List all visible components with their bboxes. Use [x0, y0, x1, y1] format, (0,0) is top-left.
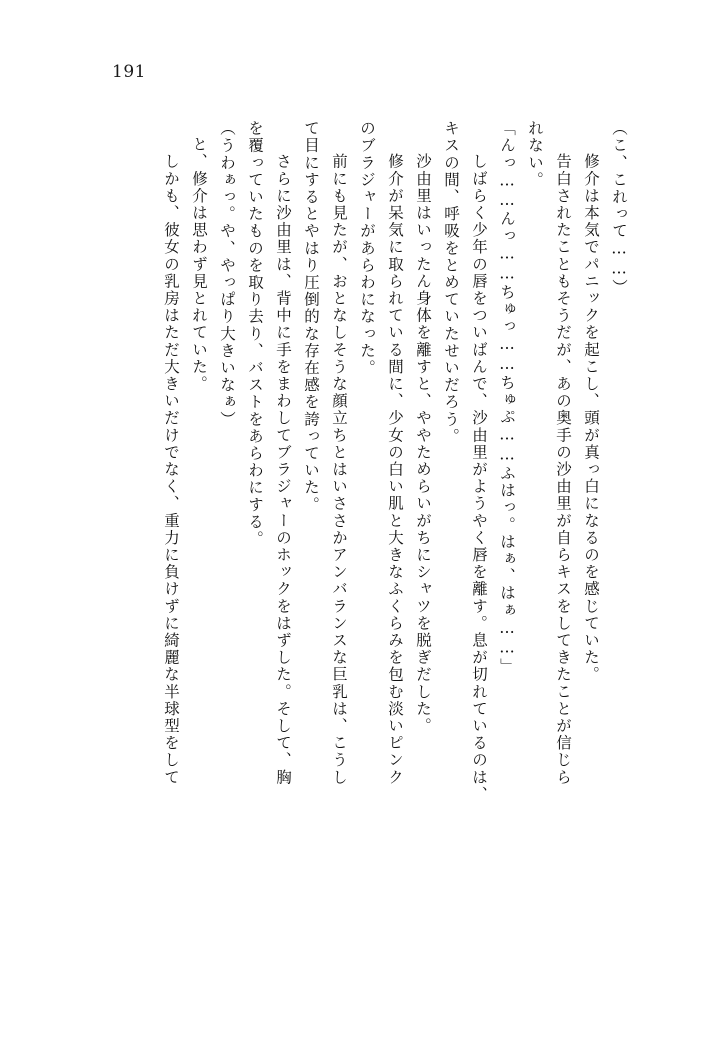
text-column: 前にも見たが、おとなしそうな顔立ちとはいささかアンバランスな巨乳は、こうし — [330, 136, 348, 786]
text-column: て目にするとやはり圧倒的な存在感を誇っていた。 — [302, 120, 320, 514]
text-column: 沙由里はいったん身体を離すと、ややためらいがちにシャツを脱ぎだした。 — [414, 136, 432, 735]
text-column: （うわぁっ。や、やっぱり大きいなぁ） — [218, 120, 236, 428]
page-number: 191 — [112, 62, 146, 82]
text-column: れない。 — [526, 120, 544, 189]
text-column: さらに沙由里は、背中に手をまわしてブラジャーのホックをはずした。そして、胸 — [274, 136, 292, 786]
vertical-text-block — [96, 120, 626, 950]
text-column: のブラジャーがあらわになった。 — [358, 120, 376, 377]
text-column: しかも、彼女の乳房はただ大きいだけでなく、重力に負けずに綺麗な半球型をして — [162, 136, 180, 786]
text-column: を覆っていたものを取り去り、バストをあらわにする。 — [246, 120, 264, 548]
text-column: 修介は本気でパニックを起こし、頭が真っ白になるのを感じていた。 — [582, 136, 600, 684]
text-column: キスの間、呼吸をとめていたせいだろう。 — [442, 120, 460, 445]
text-column: 修介が呆気に取られている間に、少女の白い肌と大きなふくらみを包む淡いピンク — [386, 136, 404, 786]
text-column: と、修介は思わず見とれていた。 — [190, 136, 208, 393]
text-column: （こ、これって……） — [610, 120, 628, 296]
text-column: しばらく少年の唇をついばんで、沙由里がようやく唇を離す。息が切れているのは、 — [470, 136, 488, 803]
text-column: 告白されたこともそうだが、あの奥手の沙由里が自らキスをしてきたことが信じら — [554, 136, 572, 786]
text-column: 「んっ……んっ……ちゅっ……ちゅぷ……ふはっ。はぁ、はぁ……」 — [498, 120, 516, 676]
